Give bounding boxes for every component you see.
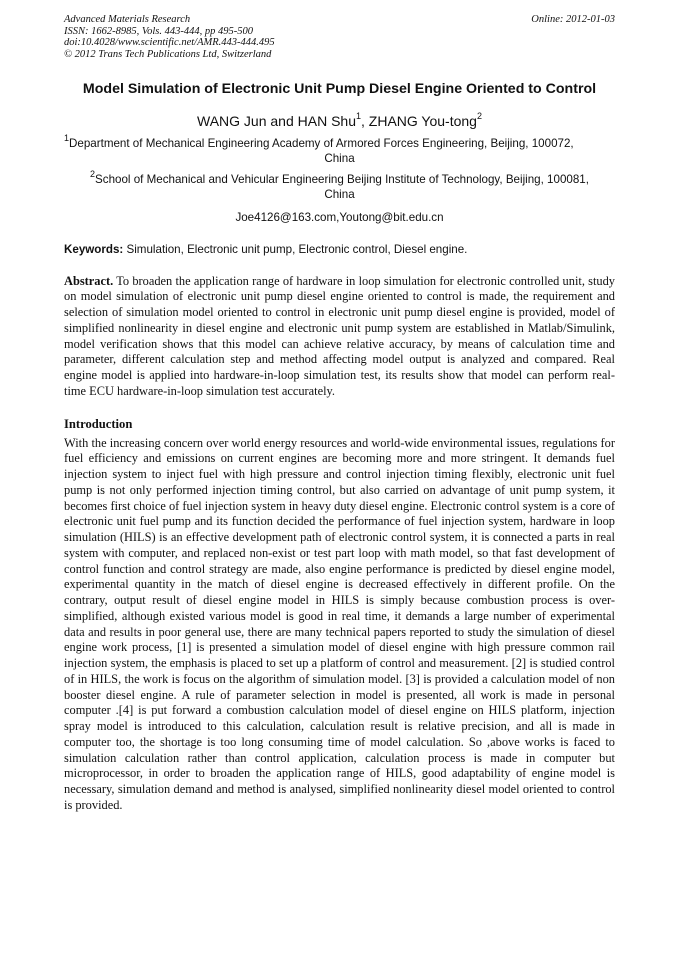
keywords-label: Keywords: bbox=[64, 242, 124, 256]
affiliation-marker-1: 1 bbox=[64, 132, 70, 143]
issn-line: ISSN: 1662-8985, Vols. 443-444, pp 495-500 bbox=[64, 25, 253, 37]
author-names-2: , ZHANG You-tong bbox=[361, 112, 477, 129]
paper-page bbox=[64, 14, 615, 814]
journal-name: Advanced Materials Research bbox=[64, 14, 191, 25]
online-date: Online: 2012-01-03 bbox=[531, 14, 615, 25]
author-affil-marker-1: 1 bbox=[356, 110, 362, 121]
author-list bbox=[64, 112, 615, 130]
publication-header bbox=[64, 14, 615, 64]
copyright-line: © 2012 Trans Tech Publications Ltd, Switzerland bbox=[64, 48, 272, 60]
affiliation-1-line1: Department of Mechanical Engineering Academy of Armored Forces Engineering, Beijing, 100072, bbox=[69, 136, 574, 150]
keywords-text: Simulation, Electronic unit pump, Electronic control, Diesel engine. bbox=[123, 242, 468, 256]
affiliation-1-line2: China bbox=[324, 151, 355, 165]
abstract-label: Abstract. bbox=[64, 273, 114, 288]
contact-email: Joe4126@163.com,Youtong@bit.edu.cn bbox=[235, 210, 444, 224]
section-heading-introduction: Introduction bbox=[64, 416, 133, 431]
abstract-text: To broaden the application range of hardware in loop simulation for electronic controlled unit, study on model simulation of electronic unit pump diesel engine oriented to control is made, the requirement and selection of simulation model oriented to control in electronic unit pump diesel engine is provided, model of simplified nonlinearity in diesel engine and electronic unit pump system are established in Matlab/Simulink, model verification shows that this model can achieve relative accuracy, by means of calculation time and parameter, different calculation step and method affecting model output is analyzed and compared. Real engine model is applied into hardware-in-loop simulation test, its results show that model can perform real-time ECU hardware-in-loop simulation test accurately. bbox=[64, 273, 615, 398]
abstract-paragraph bbox=[64, 274, 615, 400]
affiliation-marker-2: 2 bbox=[90, 168, 96, 179]
introduction-paragraph: With the increasing concern over world energy resources and world-wide environmental issues, regulations for fuel efficiency and emissions on current engines are becoming more and more stringent. It demands fuel injection system to inject fuel with high pressure and control injection timing flexibly, electronic unit fuel pump is not only performed injection timing control, but also carried on advantage of unit pump system, it becomes first choice of fuel injection system in heavy duty diesel engine. Electronic control system is a core of electronic unit fuel pump and its function decided the performance of fuel injection system, hardware in loop simulation (HILS) is an effective development path of electronic control system, it is connected a parts in real system with computer, and replaced non-exist or test part loop with math model, so that fast development of control function and control strategy are made, also engine performance is predicted by diesel engine model, experimental quantity in the match of diesel engine is decreased effectively in different profile. On the contrary, output result of diesel engine model in HILS is simply because combustion process is over-simplified, although existed various model is good in real time, it demands a large number of experimental data and results in poor general use, there are many technical papers reported to study the simulation of diesel engine work process, [1] is presented a simulation model of diesel engine with high pressure common rail injection system, the emphasis is placed to set up a platform of control and measurement. [2] is studied control of in HILS, the work is focus on the algorithm of simulation model. [3] is provided a calculation model of non booster diesel engine. A rule of parameter selection in model is presented, all work is made in personal computer .[4] is put forward a combustion calculation model of diesel engine on HILS platform, injection spray model is introduced to this calculation, calculation result is relative precision, and all is made in computer too, the shortage is too long consuming time of model calculation. So ,above works is faced to simulation calculation rather than control application, calculation process is made in computer but microprocessor, in order to broaden the application range of HILS, good adaptability of engine model is necessary, simulation demand and method is analysed, simplified nonlinearity diesel model oriented to control is provided. bbox=[64, 435, 615, 812]
paper-title: Model Simulation of Electronic Unit Pump Diesel Engine Oriented to Control bbox=[82, 81, 597, 97]
affiliation-2-line2: China bbox=[324, 187, 355, 201]
author-names-1: WANG Jun and HAN Shu bbox=[197, 112, 356, 129]
author-affil-marker-2: 2 bbox=[476, 110, 482, 121]
doi-line: doi:10.4028/www.scientific.net/AMR.443-444.495 bbox=[64, 37, 275, 48]
affiliation-2-line1: School of Mechanical and Vehicular Engineering Beijing Institute of Technology, Beijing, 100081, bbox=[95, 172, 589, 186]
affiliation-1 bbox=[64, 132, 615, 166]
keywords-line bbox=[64, 242, 615, 257]
affiliation-2 bbox=[64, 168, 615, 202]
